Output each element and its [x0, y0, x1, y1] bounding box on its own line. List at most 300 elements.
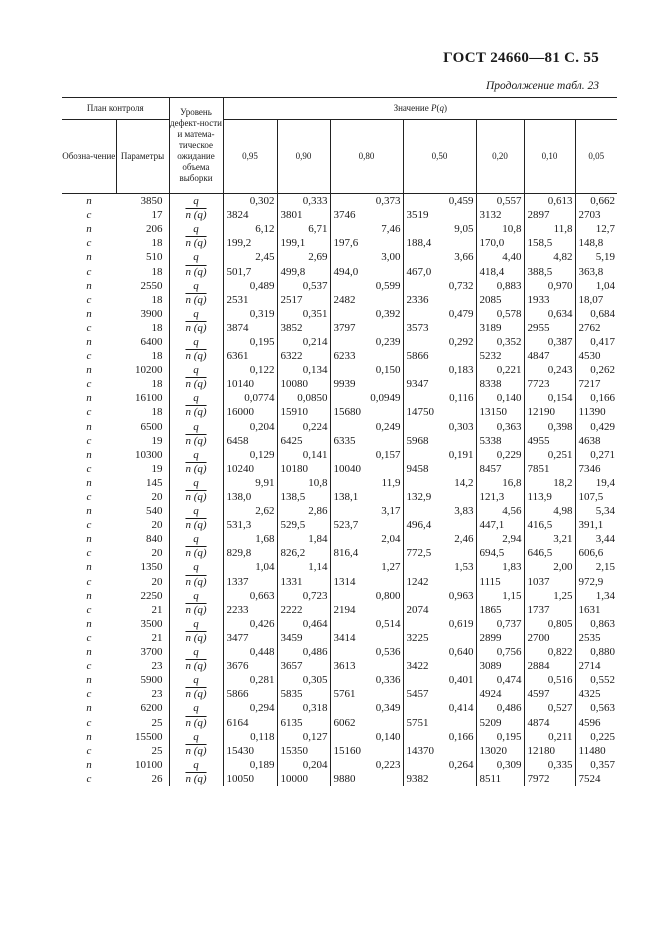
value-cell: 170,0: [476, 236, 524, 250]
value-cell: 1,14: [277, 560, 330, 574]
p-value-header: 0,95: [223, 120, 277, 194]
value-cell: 0,737: [476, 617, 524, 631]
value-cell: 0,349: [330, 701, 403, 715]
table-row: [62, 363, 617, 377]
designation-cell: c: [86, 265, 92, 278]
value-cell: 0,319: [223, 307, 277, 321]
value-cell: 5761: [330, 687, 403, 701]
value-cell: 3459: [277, 631, 330, 645]
value-cell: 0,224: [277, 420, 330, 434]
value-cell: 0,122: [223, 363, 277, 377]
level-cell: q: [169, 476, 223, 490]
designation-cell: n: [86, 674, 92, 687]
value-cell: 1331: [277, 575, 330, 589]
value-cell: 0,429: [575, 420, 617, 434]
value-cell: 3613: [330, 659, 403, 673]
value-cell: 501,7: [223, 264, 277, 278]
table-row: [62, 321, 617, 335]
value-cell: 0,281: [223, 673, 277, 687]
value-cell: 0,756: [476, 645, 524, 659]
value-cell: 5338: [476, 434, 524, 448]
value-cell: 0,309: [476, 758, 524, 772]
value-cell: 6164: [223, 715, 277, 729]
value-cell: 3519: [403, 208, 476, 222]
value-cell: 0,204: [223, 420, 277, 434]
parameter-cell: 20: [151, 519, 163, 532]
designation-cell: n: [86, 730, 92, 743]
value-cell: 0,0850: [277, 391, 330, 405]
value-cell: 1,84: [277, 532, 330, 546]
value-cell: 9382: [403, 772, 476, 786]
value-cell: 0,303: [403, 420, 476, 434]
value-cell: 2897: [524, 208, 575, 222]
value-cell: 15350: [277, 744, 330, 758]
value-cell: 0,249: [330, 420, 403, 434]
value-cell: 0,963: [403, 589, 476, 603]
level-cell: q: [169, 307, 223, 321]
value-cell: 199,1: [277, 236, 330, 250]
value-cell: 138,0: [223, 490, 277, 504]
value-cell: 0,271: [575, 448, 617, 462]
table-row: [62, 659, 617, 673]
value-cell: 16,8: [476, 476, 524, 490]
value-cell: 0,352: [476, 335, 524, 349]
parameter-cell: 3850: [140, 195, 163, 208]
value-cell: 4325: [575, 687, 617, 701]
value-cell: 0,474: [476, 673, 524, 687]
parameter-cell: 10100: [135, 758, 163, 771]
value-cell: 9458: [403, 462, 476, 476]
value-cell: 1,25: [524, 589, 575, 603]
designation-cell: n: [86, 195, 92, 208]
designation-cell: n: [86, 476, 92, 489]
value-cell: 4530: [575, 349, 617, 363]
value-cell: 499,8: [277, 264, 330, 278]
table-row: [62, 476, 617, 490]
value-cell: 10180: [277, 462, 330, 476]
parameter-cell: 20: [151, 575, 163, 588]
value-cell: 0,822: [524, 645, 575, 659]
value-cell: 4,40: [476, 250, 524, 264]
parameter-cell: 21: [151, 631, 163, 644]
value-cell: 2955: [524, 321, 575, 335]
designation-cell: c: [86, 462, 92, 475]
designation-header: Обозна-чение: [62, 120, 116, 194]
p-value-header: 0,90: [277, 120, 330, 194]
value-cell: 3,00: [330, 250, 403, 264]
level-cell: q: [169, 645, 223, 659]
value-cell: 1314: [330, 575, 403, 589]
parameter-cell: 18: [151, 350, 163, 363]
value-cell: 2,69: [277, 250, 330, 264]
level-cell: n (q): [169, 321, 223, 335]
value-cell: 1,15: [476, 589, 524, 603]
value-cell: 15160: [330, 744, 403, 758]
level-cell: q: [169, 250, 223, 264]
value-cell: 1242: [403, 575, 476, 589]
value-cell: 0,417: [575, 335, 617, 349]
designation-cell: c: [86, 209, 92, 222]
value-cell: 2,15: [575, 560, 617, 574]
level-header: Уровень дефект-ности и матема-тическое ожидание объема выборки: [169, 98, 223, 194]
value-cell: 2700: [524, 631, 575, 645]
table-row: [62, 504, 617, 518]
table-row: [62, 391, 617, 405]
value-cell: 3852: [277, 321, 330, 335]
table-row: [62, 194, 617, 209]
value-cell: 4847: [524, 349, 575, 363]
value-cell: 158,5: [524, 236, 575, 250]
value-cell: 0,251: [524, 448, 575, 462]
value-cell: 523,7: [330, 518, 403, 532]
value-cell: 0,243: [524, 363, 575, 377]
value-cell: 0,351: [277, 307, 330, 321]
value-cell: 132,9: [403, 490, 476, 504]
value-cell: 10080: [277, 377, 330, 391]
value-cell: 0,486: [476, 701, 524, 715]
parameter-cell: 16100: [135, 392, 163, 405]
value-cell: 3,83: [403, 504, 476, 518]
level-cell: q: [169, 701, 223, 715]
value-cell: 5835: [277, 687, 330, 701]
value-cell: 8457: [476, 462, 524, 476]
level-cell: n (q): [169, 349, 223, 363]
value-cell: 1,04: [223, 560, 277, 574]
value-cell: 5,19: [575, 250, 617, 264]
value-cell: 0,189: [223, 758, 277, 772]
value-cell: 197,6: [330, 236, 403, 250]
table-row: [62, 617, 617, 631]
designation-cell: c: [86, 772, 92, 785]
designation-cell: n: [86, 646, 92, 659]
level-cell: n (q): [169, 575, 223, 589]
value-cell: 363,8: [575, 264, 617, 278]
value-cell: 4596: [575, 715, 617, 729]
value-cell: 0,486: [277, 645, 330, 659]
level-cell: n (q): [169, 377, 223, 391]
designation-cell: c: [86, 237, 92, 250]
parameter-cell: 23: [151, 660, 163, 673]
value-cell: 5866: [223, 687, 277, 701]
value-cell: 0,732: [403, 279, 476, 293]
value-cell: 3573: [403, 321, 476, 335]
value-cell: 2703: [575, 208, 617, 222]
table-row: [62, 730, 617, 744]
parameter-cell: 17: [151, 209, 163, 222]
value-cell: 2,94: [476, 532, 524, 546]
value-cell: 3676: [223, 659, 277, 673]
value-cell: 0,195: [223, 335, 277, 349]
value-cell: 2,00: [524, 560, 575, 574]
designation-cell: c: [86, 547, 92, 560]
value-cell: 3797: [330, 321, 403, 335]
value-cell: 0,619: [403, 617, 476, 631]
value-cell: 531,3: [223, 518, 277, 532]
parameter-cell: 18: [151, 293, 163, 306]
value-cell: 3189: [476, 321, 524, 335]
level-cell: q: [169, 279, 223, 293]
parameter-cell: 6200: [140, 702, 163, 715]
parameter-cell: 3700: [140, 646, 163, 659]
table-body: [62, 194, 617, 786]
table-row: [62, 448, 617, 462]
value-cell: 0,333: [277, 194, 330, 209]
value-cell: 13020: [476, 744, 524, 758]
value-cell: 6458: [223, 434, 277, 448]
level-cell: q: [169, 504, 223, 518]
value-cell: 0,387: [524, 335, 575, 349]
value-cell: 1,68: [223, 532, 277, 546]
value-cell: 2762: [575, 321, 617, 335]
value-cell: 0,479: [403, 307, 476, 321]
designation-cell: c: [86, 519, 92, 532]
value-cell: 4,98: [524, 504, 575, 518]
value-cell: 1933: [524, 293, 575, 307]
value-cell: 1337: [223, 575, 277, 589]
value-cell: 9880: [330, 772, 403, 786]
value-cell: 0,302: [223, 194, 277, 209]
value-cell: 0,305: [277, 673, 330, 687]
value-cell: 5232: [476, 349, 524, 363]
level-cell: n (q): [169, 659, 223, 673]
level-cell: q: [169, 391, 223, 405]
value-cell: 0,663: [223, 589, 277, 603]
value-cell: 3,44: [575, 532, 617, 546]
value-cell: 467,0: [403, 264, 476, 278]
value-cell: 0,229: [476, 448, 524, 462]
designation-cell: n: [86, 335, 92, 348]
value-cell: 9939: [330, 377, 403, 391]
level-cell: n (q): [169, 744, 223, 758]
value-cell: 0,863: [575, 617, 617, 631]
designation-cell: c: [86, 660, 92, 673]
table-row: [62, 560, 617, 574]
value-cell: 0,157: [330, 448, 403, 462]
parameter-cell: 2250: [140, 589, 163, 602]
parameter-cell: 18: [151, 237, 163, 250]
level-cell: n (q): [169, 462, 223, 476]
level-cell: q: [169, 758, 223, 772]
value-cell: 2,62: [223, 504, 277, 518]
value-cell: 3,66: [403, 250, 476, 264]
designation-cell: n: [86, 307, 92, 320]
designation-cell: n: [86, 251, 92, 264]
level-cell: n (q): [169, 546, 223, 560]
table-row: [62, 222, 617, 236]
value-cell: 0,459: [403, 194, 476, 209]
value-cell: 2,46: [403, 532, 476, 546]
value-cell: 0,239: [330, 335, 403, 349]
value-cell: 7972: [524, 772, 575, 786]
parameters-header: Параметры: [116, 120, 169, 194]
value-cell: 0,357: [575, 758, 617, 772]
level-cell: n (q): [169, 631, 223, 645]
value-cell: 6233: [330, 349, 403, 363]
level-cell: q: [169, 673, 223, 687]
value-cell: 0,127: [277, 730, 330, 744]
value-cell: 418,4: [476, 264, 524, 278]
value-cell: 4,56: [476, 504, 524, 518]
parameter-cell: 10300: [135, 448, 163, 461]
value-cell: 3089: [476, 659, 524, 673]
value-cell: 7217: [575, 377, 617, 391]
value-cell: 7851: [524, 462, 575, 476]
table-row: [62, 715, 617, 729]
value-cell: 0,464: [277, 617, 330, 631]
table-row: [62, 701, 617, 715]
parameter-cell: 840: [146, 533, 163, 546]
table-row: [62, 546, 617, 560]
value-cell: 1,83: [476, 560, 524, 574]
value-cell: 4638: [575, 434, 617, 448]
parameter-cell: 1350: [140, 561, 163, 574]
table-row: [62, 687, 617, 701]
value-cell: 0,599: [330, 279, 403, 293]
value-cell: 9,05: [403, 222, 476, 236]
value-cell: 0,141: [277, 448, 330, 462]
value-cell: 0,223: [330, 758, 403, 772]
designation-cell: n: [86, 223, 92, 236]
value-cell: 2085: [476, 293, 524, 307]
designation-cell: n: [86, 758, 92, 771]
value-cell: 0,134: [277, 363, 330, 377]
value-cell: 2336: [403, 293, 476, 307]
value-cell: 0,166: [575, 391, 617, 405]
value-cell: 5866: [403, 349, 476, 363]
value-cell: 199,2: [223, 236, 277, 250]
parameter-cell: 19: [151, 462, 163, 475]
value-cell: 0,805: [524, 617, 575, 631]
value-cell: 5,34: [575, 504, 617, 518]
value-cell: 6135: [277, 715, 330, 729]
value-cell: 5751: [403, 715, 476, 729]
designation-cell: n: [86, 589, 92, 602]
value-cell: 0,129: [223, 448, 277, 462]
value-cell: 6361: [223, 349, 277, 363]
table-row: [62, 264, 617, 278]
value-cell: 6,12: [223, 222, 277, 236]
value-cell: 1737: [524, 603, 575, 617]
value-cell: 10,8: [476, 222, 524, 236]
value-cell: 107,5: [575, 490, 617, 504]
value-cell: 0,221: [476, 363, 524, 377]
table-row: [62, 405, 617, 419]
value-cell: 0,527: [524, 701, 575, 715]
parameter-cell: 510: [146, 251, 163, 264]
level-cell: q: [169, 617, 223, 631]
value-cell: 10000: [277, 772, 330, 786]
parameter-cell: 15500: [135, 730, 163, 743]
value-cell: 0,448: [223, 645, 277, 659]
value-cell: 0,0949: [330, 391, 403, 405]
designation-cell: c: [86, 350, 92, 363]
value-cell: 2233: [223, 603, 277, 617]
value-cell: 1115: [476, 575, 524, 589]
table-row: [62, 293, 617, 307]
level-cell: n (q): [169, 208, 223, 222]
p-value-header: 0,20: [476, 120, 524, 194]
designation-cell: n: [86, 364, 92, 377]
p-value-header: 0,50: [403, 120, 476, 194]
value-cell: 0,262: [575, 363, 617, 377]
level-cell: q: [169, 222, 223, 236]
value-cell: 0,489: [223, 279, 277, 293]
value-cell: 0,191: [403, 448, 476, 462]
value-cell: 529,5: [277, 518, 330, 532]
value-cell: 391,1: [575, 518, 617, 532]
value-cell: 11,9: [330, 476, 403, 490]
value-cell: 416,5: [524, 518, 575, 532]
value-cell: 0,140: [330, 730, 403, 744]
value-cell: 0,634: [524, 307, 575, 321]
value-cell: 10240: [223, 462, 277, 476]
table-row: [62, 250, 617, 264]
table-row: [62, 631, 617, 645]
value-cell: 4924: [476, 687, 524, 701]
value-cell: 11,8: [524, 222, 575, 236]
designation-cell: n: [86, 561, 92, 574]
value-cell: 7524: [575, 772, 617, 786]
table-row: [62, 420, 617, 434]
value-cell: 4597: [524, 687, 575, 701]
value-cell: 1631: [575, 603, 617, 617]
p-value-header: 0,80: [330, 120, 403, 194]
value-cell: 2,86: [277, 504, 330, 518]
value-cell: 15680: [330, 405, 403, 419]
value-cell: 496,4: [403, 518, 476, 532]
value-cell: 138,1: [330, 490, 403, 504]
parameter-cell: 3500: [140, 617, 163, 630]
value-cell: 6425: [277, 434, 330, 448]
value-cell: 6,71: [277, 222, 330, 236]
table-row: [62, 603, 617, 617]
value-cell: 388,5: [524, 264, 575, 278]
parameter-cell: 20: [151, 491, 163, 504]
value-cell: 2,04: [330, 532, 403, 546]
value-cell: 4,82: [524, 250, 575, 264]
value-cell: 0,118: [223, 730, 277, 744]
value-cell: 0,373: [330, 194, 403, 209]
value-cell: 0,563: [575, 701, 617, 715]
value-cell: 0,537: [277, 279, 330, 293]
table-row: [62, 490, 617, 504]
value-cell: 0,880: [575, 645, 617, 659]
value-cell: 0,536: [330, 645, 403, 659]
value-cell: 0,613: [524, 194, 575, 209]
value-cell: 0,336: [330, 673, 403, 687]
value-cell: 15910: [277, 405, 330, 419]
level-cell: q: [169, 730, 223, 744]
designation-cell: c: [86, 378, 92, 391]
value-cell: 972,9: [575, 575, 617, 589]
table-row: [62, 434, 617, 448]
table-row: [62, 208, 617, 222]
value-cell: 3132: [476, 208, 524, 222]
value-cell: 3,21: [524, 532, 575, 546]
value-cell: 772,5: [403, 546, 476, 560]
parameter-cell: 145: [146, 476, 163, 489]
table-row: [62, 236, 617, 250]
value-cell: 3,17: [330, 504, 403, 518]
value-cell: 1037: [524, 575, 575, 589]
value-cell: 0,204: [277, 758, 330, 772]
value-cell: 0,294: [223, 701, 277, 715]
value-cell: 0,166: [403, 730, 476, 744]
value-cell: 0,183: [403, 363, 476, 377]
value-cell: 2884: [524, 659, 575, 673]
value-cell: 0,578: [476, 307, 524, 321]
value-cell: 1,27: [330, 560, 403, 574]
